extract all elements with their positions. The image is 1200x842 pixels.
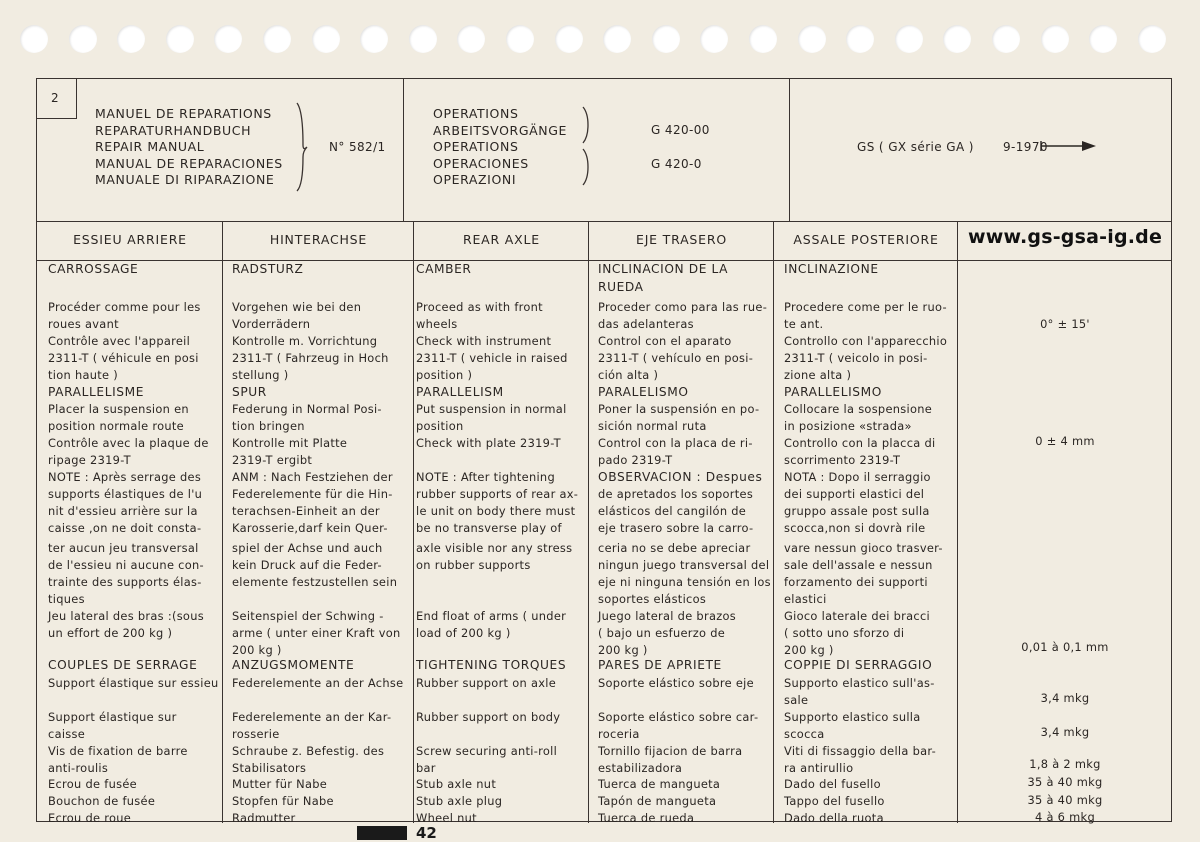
text-line: on rubber supports	[416, 558, 531, 572]
text-line: Support élastique sur essieu	[48, 676, 219, 690]
operation-code-1: G 420-00	[651, 123, 710, 137]
column-header-es: EJE TRASERO	[589, 221, 774, 261]
spec-value: 0° ± 15'	[1040, 317, 1090, 331]
text-line: forzamento dei supporti	[784, 575, 928, 589]
operations-title-en: OPERATIONS	[433, 139, 519, 155]
text-line: Proceed as with front	[416, 300, 543, 314]
punch-hole	[895, 25, 923, 53]
model-date: 9-1970	[1003, 140, 1048, 154]
brace-icon	[581, 147, 593, 187]
text-line: axle visible nor any stress	[416, 541, 573, 555]
text-line: ningun juego transversal del	[598, 558, 770, 572]
text-line: Put suspension in normal	[416, 402, 567, 416]
text-line: Schraube z. Befestig. des	[232, 744, 385, 758]
text-line: roceria	[598, 727, 640, 741]
section-heading: RADSTURZ	[232, 262, 304, 276]
text-line: scocca	[784, 727, 825, 741]
punch-hole	[1041, 25, 1069, 53]
section-heading: INCLINACION DE LA	[598, 262, 729, 276]
text-line: Tuerca de mangueta	[598, 777, 721, 791]
punch-hole	[20, 25, 48, 53]
text-line: de apretados los soportes	[598, 487, 754, 501]
text-line: Dado del fusello	[784, 777, 881, 791]
column-divider	[222, 221, 223, 823]
text-line: anti-roulis	[48, 761, 109, 775]
text-line: caisse	[48, 727, 86, 741]
text-line: 2311-T ( vehicle in raised	[416, 351, 568, 365]
text-line: Ecrou de fusée	[48, 777, 137, 791]
text-line: Proceder como para las rue-	[598, 300, 768, 314]
column-header-de: HINTERACHSE	[223, 221, 414, 261]
text-line: Federelemente an der Achse	[232, 676, 404, 690]
section-heading: PARALLELISMO	[784, 385, 882, 399]
text-line: Soporte elástico sobre car-	[598, 710, 759, 724]
section-heading: PARALLELISME	[48, 385, 145, 399]
text-line: Karosserie,darf kein Quer-	[232, 521, 388, 535]
text-line: eje ni ninguna tensión en los	[598, 575, 771, 589]
text-line: 2311-T ( vehículo en posi-	[598, 351, 754, 365]
text-line: tion haute )	[48, 368, 118, 382]
text-line: tion bringen	[232, 419, 305, 433]
spec-value: 1,8 à 2 mkg	[1029, 757, 1101, 771]
text-line: Screw securing anti-roll	[416, 744, 558, 758]
punch-hole	[992, 25, 1020, 53]
text-line: sición normal ruta	[598, 419, 707, 433]
text-line: dei supporti elastici del	[784, 487, 925, 501]
manual-number: N° 582/1	[329, 140, 386, 154]
text-line: zione alta )	[784, 368, 852, 382]
punch-hole	[603, 25, 631, 53]
text-line: Controllo con l'apparecchio	[784, 334, 948, 348]
text-line: Rubber support on body	[416, 710, 561, 724]
text-line: Stabilisators	[232, 761, 307, 775]
text-line: Stopfen für Nabe	[232, 794, 334, 808]
text-line: Federelemente an der Kar-	[232, 710, 392, 724]
text-line: Placer la suspension en	[48, 402, 189, 416]
text-line: ción alta )	[598, 368, 659, 382]
text-line: Radmutter	[232, 811, 296, 825]
text-line: kein Druck auf die Feder-	[232, 558, 382, 572]
text-line: Procéder comme pour les	[48, 300, 201, 314]
brace-icon	[295, 101, 309, 193]
text-line: Check with plate 2319-T	[416, 436, 561, 450]
text-line: soportes elásticos	[598, 592, 707, 606]
text-line: spiel der Achse und auch	[232, 541, 383, 555]
spec-value: 3,4 mkg	[1040, 691, 1090, 705]
text-line: be no transverse play of	[416, 521, 562, 535]
text-line: Supporto elastico sull'as-	[784, 676, 935, 690]
text-line: Gioco laterale dei bracci	[784, 609, 930, 623]
punch-hole	[798, 25, 826, 53]
text-line: ( sotto uno sforzo di	[784, 626, 905, 640]
section-heading: ANZUGSMOMENTE	[232, 658, 355, 672]
text-line: 200 kg )	[232, 643, 282, 657]
column-divider	[588, 221, 589, 823]
spec-value: 35 à 40 mkg	[1027, 793, 1103, 807]
column-header-fr: ESSIEU ARRIERE	[37, 221, 223, 261]
punch-hole	[312, 25, 340, 53]
text-line: Bouchon de fusée	[48, 794, 156, 808]
text-line: Supporto elastico sulla	[784, 710, 921, 724]
text-line: eje trasero sobre la carro-	[598, 521, 754, 535]
page-marker-bar	[357, 826, 407, 840]
text-line: Dado della ruota	[784, 811, 884, 825]
text-line: Stub axle plug	[416, 794, 503, 808]
section-heading: PARALLELISM	[416, 385, 504, 399]
text-line: nit d'essieu arrière sur la	[48, 504, 198, 518]
header-block	[37, 79, 1171, 222]
text-line: Vorderrädern	[232, 317, 311, 331]
punch-hole	[506, 25, 534, 53]
text-line: Control con la placa de ri-	[598, 436, 753, 450]
text-line: tiques	[48, 592, 85, 606]
column-divider	[773, 221, 774, 823]
text-line: Tapón de mangueta	[598, 794, 717, 808]
operations-title-fr: OPERATIONS	[433, 106, 519, 121]
punch-hole	[263, 25, 291, 53]
punch-hole	[117, 25, 145, 53]
text-line: 200 kg )	[784, 643, 834, 657]
spec-value: 3,4 mkg	[1040, 725, 1090, 739]
text-line: das adelanteras	[598, 317, 694, 331]
text-line: Poner la suspensión en po-	[598, 402, 760, 416]
text-line: roues avant	[48, 317, 119, 331]
column-header-en: REAR AXLE	[414, 221, 589, 261]
text-line: Viti di fissaggio della bar-	[784, 744, 937, 758]
text-line: elásticos del cangilón de	[598, 504, 747, 518]
text-line: Tornillo fijacion de barra	[598, 744, 743, 758]
section-heading: RUEDA	[598, 280, 644, 294]
text-line: Soporte elástico sobre eje	[598, 676, 754, 690]
manual-title-it: MANUALE DI RIPARAZIONE	[95, 172, 275, 188]
manual-title-fr: MANUEL DE REPARATIONS	[95, 106, 272, 121]
spec-value: 0 ± 4 mm	[1035, 434, 1095, 448]
punch-hole	[69, 25, 97, 53]
text-line: rosserie	[232, 727, 280, 741]
operations-title-list	[433, 106, 567, 189]
manual-title-es: MANUAL DE REPARACIONES	[95, 155, 283, 171]
section-heading: SPUR	[232, 385, 267, 399]
text-line: Vis de fixation de barre	[48, 744, 188, 758]
website-watermark: www.gs-gsa-ig.de	[967, 226, 1163, 248]
text-line: End float of arms ( under	[416, 609, 567, 623]
punch-hole	[652, 25, 680, 53]
text-line: Procedere come per le ruo-	[784, 300, 947, 314]
text-line: Check with instrument	[416, 334, 552, 348]
text-line: Tuerca de rueda	[598, 811, 695, 825]
operations-title-it: OPERAZIONI	[433, 172, 517, 188]
section-heading: CARROSSAGE	[48, 262, 139, 276]
section-heading: TIGHTENING TORQUES	[416, 658, 567, 672]
text-line: vare nessun gioco trasver-	[784, 541, 943, 555]
text-line: le unit on body there must	[416, 504, 576, 518]
column-header-it: ASSALE POSTERIORE	[774, 221, 958, 261]
text-line: Controllo con la placca di	[784, 436, 936, 450]
text-line: Kontrolle m. Vorrichtung	[232, 334, 378, 348]
text-line: Tappo del fusello	[784, 794, 885, 808]
text-line: Contrôle avec l'appareil	[48, 334, 191, 348]
text-line: estabilizadora	[598, 761, 683, 775]
section-heading: OBSERVACION : Despues	[598, 470, 763, 484]
text-line: position normale route	[48, 419, 184, 433]
text-line: rubber supports of rear ax-	[416, 487, 579, 501]
text-line: Rubber support on axle	[416, 676, 557, 690]
header-divider	[789, 79, 790, 221]
text-line: 200 kg )	[598, 643, 648, 657]
text-line: Ecrou de roue	[48, 811, 132, 825]
text-line: Kontrolle mit Platte	[232, 436, 348, 450]
text-line: NOTA : Dopo il serraggio	[784, 470, 931, 484]
punch-hole	[846, 25, 874, 53]
text-line: un effort de 200 kg )	[48, 626, 173, 640]
spec-value: 4 à 6 mkg	[1035, 810, 1095, 824]
arrow-right-icon	[1040, 140, 1098, 152]
section-heading: PARES DE APRIETE	[598, 658, 722, 672]
brace-icon	[581, 105, 593, 145]
text-line: trainte des supports élas-	[48, 575, 202, 589]
punch-hole	[943, 25, 971, 53]
text-line: supports élastiques de l'u	[48, 487, 203, 501]
text-line: elemente festzustellen sein	[232, 575, 398, 589]
section-heading: CAMBER	[416, 262, 472, 276]
text-line: position )	[416, 368, 473, 382]
text-line: Mutter für Nabe	[232, 777, 328, 791]
text-line: position	[416, 419, 464, 433]
punch-hole	[749, 25, 777, 53]
operation-code-2: G 420-0	[651, 157, 702, 171]
spec-value: 0,01 à 0,1 mm	[1021, 640, 1109, 654]
section-heading: COPPIE DI SERRAGGIO	[784, 658, 933, 672]
text-line: NOTE : Après serrage des	[48, 470, 202, 484]
punch-hole	[457, 25, 485, 53]
text-line: arme ( unter einer Kraft von	[232, 626, 401, 640]
page-section-number: 2	[37, 79, 77, 119]
text-line: sale	[784, 693, 809, 707]
section-heading: COUPLES DE SERRAGE	[48, 658, 198, 672]
text-line: wheels	[416, 317, 458, 331]
text-line: scocca,non si dovrà rile	[784, 521, 926, 535]
manual-title-list	[95, 106, 283, 189]
text-line: Control con el aparato	[598, 334, 732, 348]
punch-hole	[360, 25, 388, 53]
text-line: in posizione «strada»	[784, 419, 912, 433]
text-line: Jeu lateral des bras :(sous	[48, 609, 204, 623]
text-line: 2311-T ( véhicule en posi	[48, 351, 199, 365]
punch-hole	[214, 25, 242, 53]
header-divider	[403, 79, 404, 221]
text-line: terachsen-Einheit an der	[232, 504, 380, 518]
punch-hole	[700, 25, 728, 53]
text-line: 2311-T ( Fahrzeug in Hoch	[232, 351, 389, 365]
text-line: Vorgehen wie bei den	[232, 300, 362, 314]
text-line: Collocare la sospensione	[784, 402, 933, 416]
text-line: stellung )	[232, 368, 289, 382]
punch-hole	[1089, 25, 1117, 53]
punch-hole	[409, 25, 437, 53]
section-heading: INCLINAZIONE	[784, 262, 879, 276]
punch-hole	[1138, 25, 1166, 53]
punch-hole	[555, 25, 583, 53]
text-line: elastici	[784, 592, 827, 606]
text-line: gruppo assale post sulla	[784, 504, 930, 518]
column-divider	[413, 221, 414, 823]
page-number: 42	[416, 824, 437, 842]
text-line: de l'essieu ni aucune con-	[48, 558, 204, 572]
text-line: sale dell'assale e nessun	[784, 558, 933, 572]
text-line: caisse ,on ne doit consta-	[48, 521, 202, 535]
spec-value: 35 à 40 mkg	[1027, 775, 1103, 789]
text-line: NOTE : After tightening	[416, 470, 555, 484]
operations-title-es: OPERACIONES	[433, 155, 529, 171]
text-line: Seitenspiel der Schwing -	[232, 609, 384, 623]
vehicle-model: GS ( GX série GA )	[857, 140, 974, 154]
text-line: ( bajo un esfuerzo de	[598, 626, 726, 640]
text-line: load of 200 kg )	[416, 626, 511, 640]
text-line: 2311-T ( veicolo in posi-	[784, 351, 928, 365]
punch-hole	[166, 25, 194, 53]
section-heading: PARALELISMO	[598, 385, 689, 399]
text-line: Contrôle avec la plaque de	[48, 436, 209, 450]
text-line: ra antirullio	[784, 761, 854, 775]
manual-title-en: REPAIR MANUAL	[95, 139, 205, 155]
text-line: pado 2319-T	[598, 453, 673, 467]
text-line: Federelemente für die Hin-	[232, 487, 393, 501]
text-line: Wheel nut	[416, 811, 477, 825]
manual-title-de: REPARATURHANDBUCH	[95, 122, 252, 138]
text-line: Stub axle nut	[416, 777, 497, 791]
text-line: bar	[416, 761, 436, 775]
text-line: ripage 2319-T	[48, 453, 131, 467]
operations-title-de: ARBEITSVORGÄNGE	[433, 122, 567, 138]
text-line: ceria no se debe apreciar	[598, 541, 751, 555]
text-line: ANM : Nach Festziehen der	[232, 470, 393, 484]
text-line: Juego lateral de brazos	[598, 609, 737, 623]
punch-holes	[0, 25, 1200, 57]
text-line: scorrimento 2319-T	[784, 453, 901, 467]
text-line: te ant.	[784, 317, 824, 331]
text-line: Federung in Normal Posi-	[232, 402, 382, 416]
text-line: Support élastique sur	[48, 710, 177, 724]
text-line: ter aucun jeu transversal	[48, 541, 199, 555]
text-line: 2319-T ergibt	[232, 453, 313, 467]
